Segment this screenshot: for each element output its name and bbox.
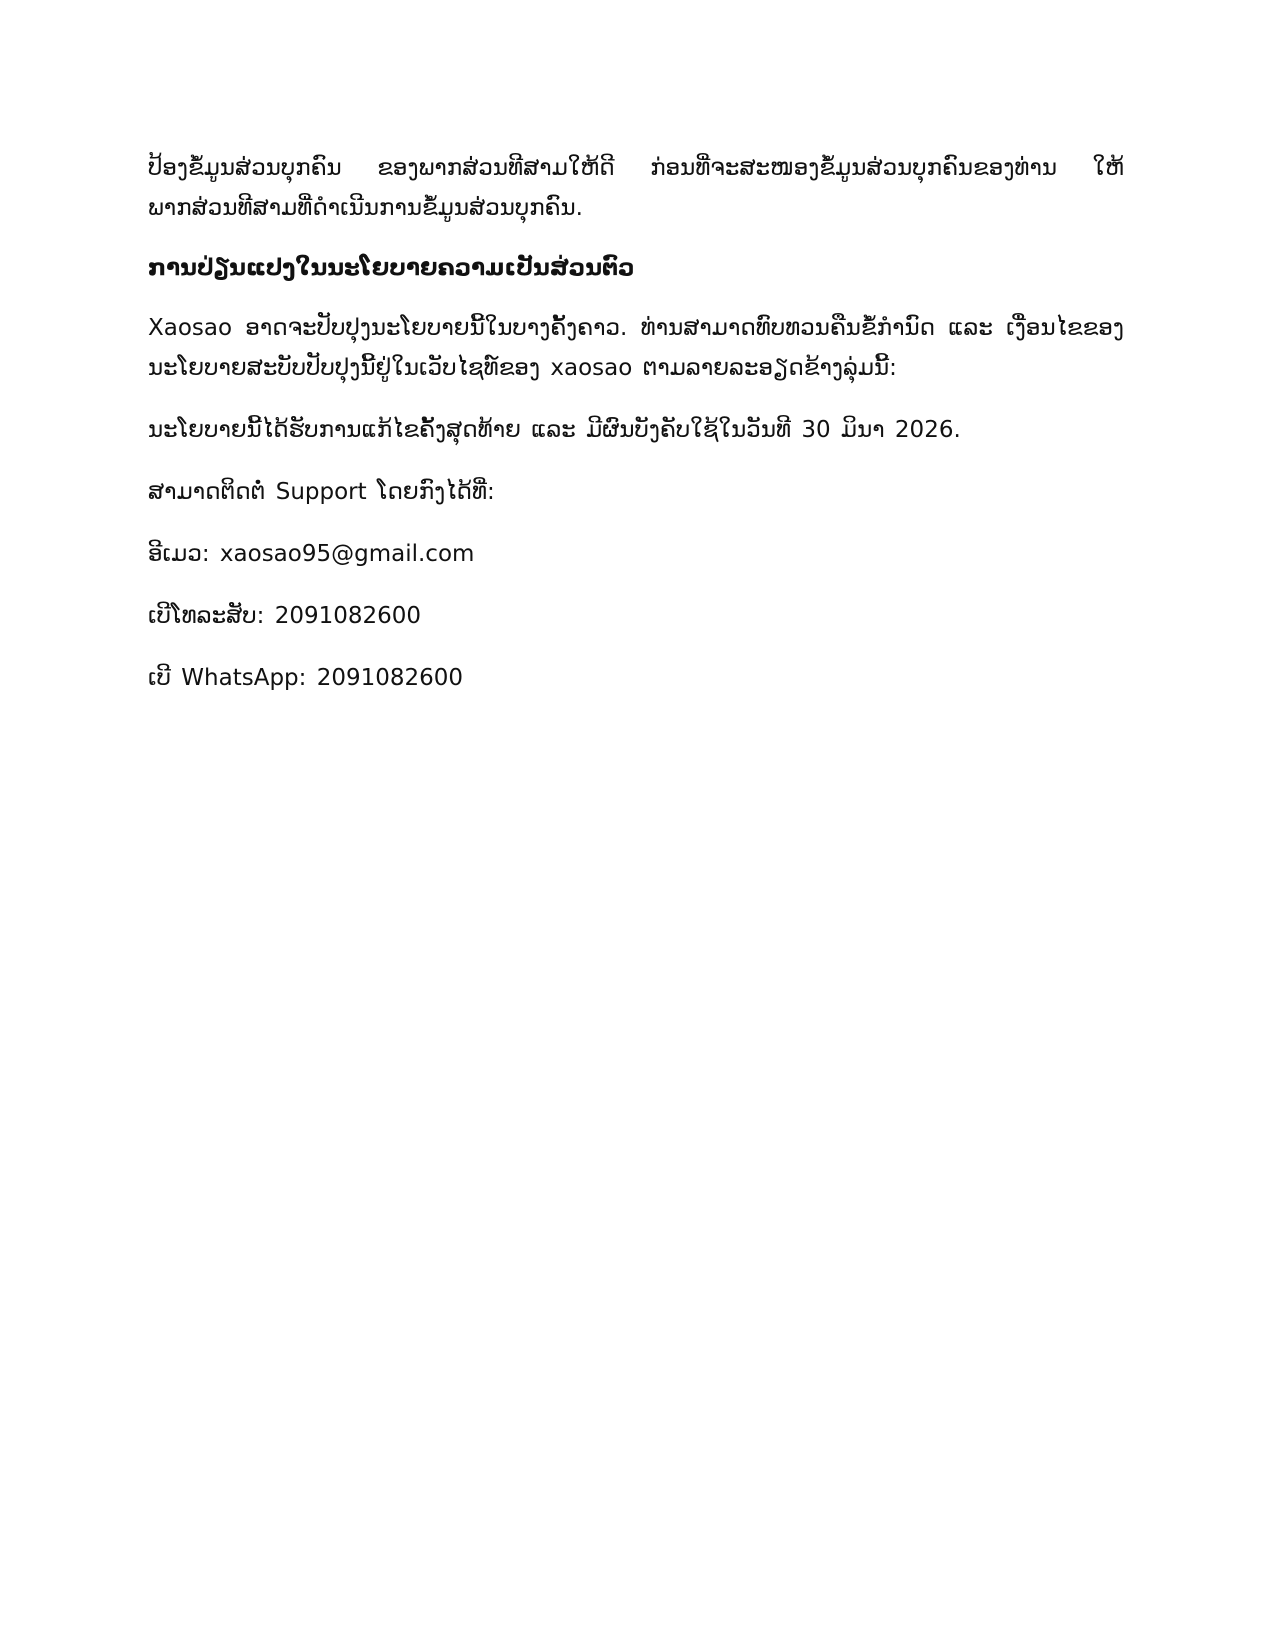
email-line: ອີເມວ: xaosao95@gmail.com — [148, 541, 475, 567]
revision-paragraph: ນະໂຍບາຍນີ້ໄດ້ຮັບການແກ້ໄຂຄັ້ງສຸດທ້າຍ ແລະ ມີຜົນບັງຄັບໃຊ້ໃນວັນທີ 30 ມິນາ 2026. — [148, 417, 961, 443]
whatsapp-line: ເບີ WhatsApp: 2091082600 — [148, 665, 464, 691]
phone-line: ເບີໂທລະສັບ: 2091082600 — [148, 603, 422, 629]
section-heading: ການປ່ຽນແປງໃນນະໂຍບາຍຄວາມເປັນສ່ວນຕົວ — [148, 255, 635, 281]
changes-paragraph: Xaosao ອາດຈະປັບປຸງນະໂຍບາຍນີ້ໃນບາງຄັ້ງຄາວ. ທ່ານສາມາດທົບທວນຄືນຂໍ້ກໍານົດ ແລະ ເງື່ອນໄຂຂອງນະໂຍບາຍສະບັບປັບປຸງນີ້ຢູ່ໃນເວັບໄຊທ໌ຂອງ xaosao ຕາມລາຍລະອຽດຂ້າງລຸ່ມນີ້: — [148, 315, 1124, 381]
document-page — [148, 148, 1124, 720]
intro-paragraph: ປ້ອງຂໍ້ມູນສ່ວນບຸກຄົນ ຂອງພາກສ່ວນທີສາມໃຫ້ດີ ກ່ອນທີ່ຈະສະໜອງຂໍ້ມູນສ່ວນບຸກຄົນຂອງທ່ານ ໃຫ້ພາກສ່ວນທີສາມທີ່ດໍາເນີນການຂໍ້ມູນສ່ວນບຸກຄົນ. — [148, 155, 1124, 221]
contact-intro: ສາມາດຕິດຕໍ່ Support ໂດຍກົງໄດ້ທີ່: — [148, 479, 495, 505]
